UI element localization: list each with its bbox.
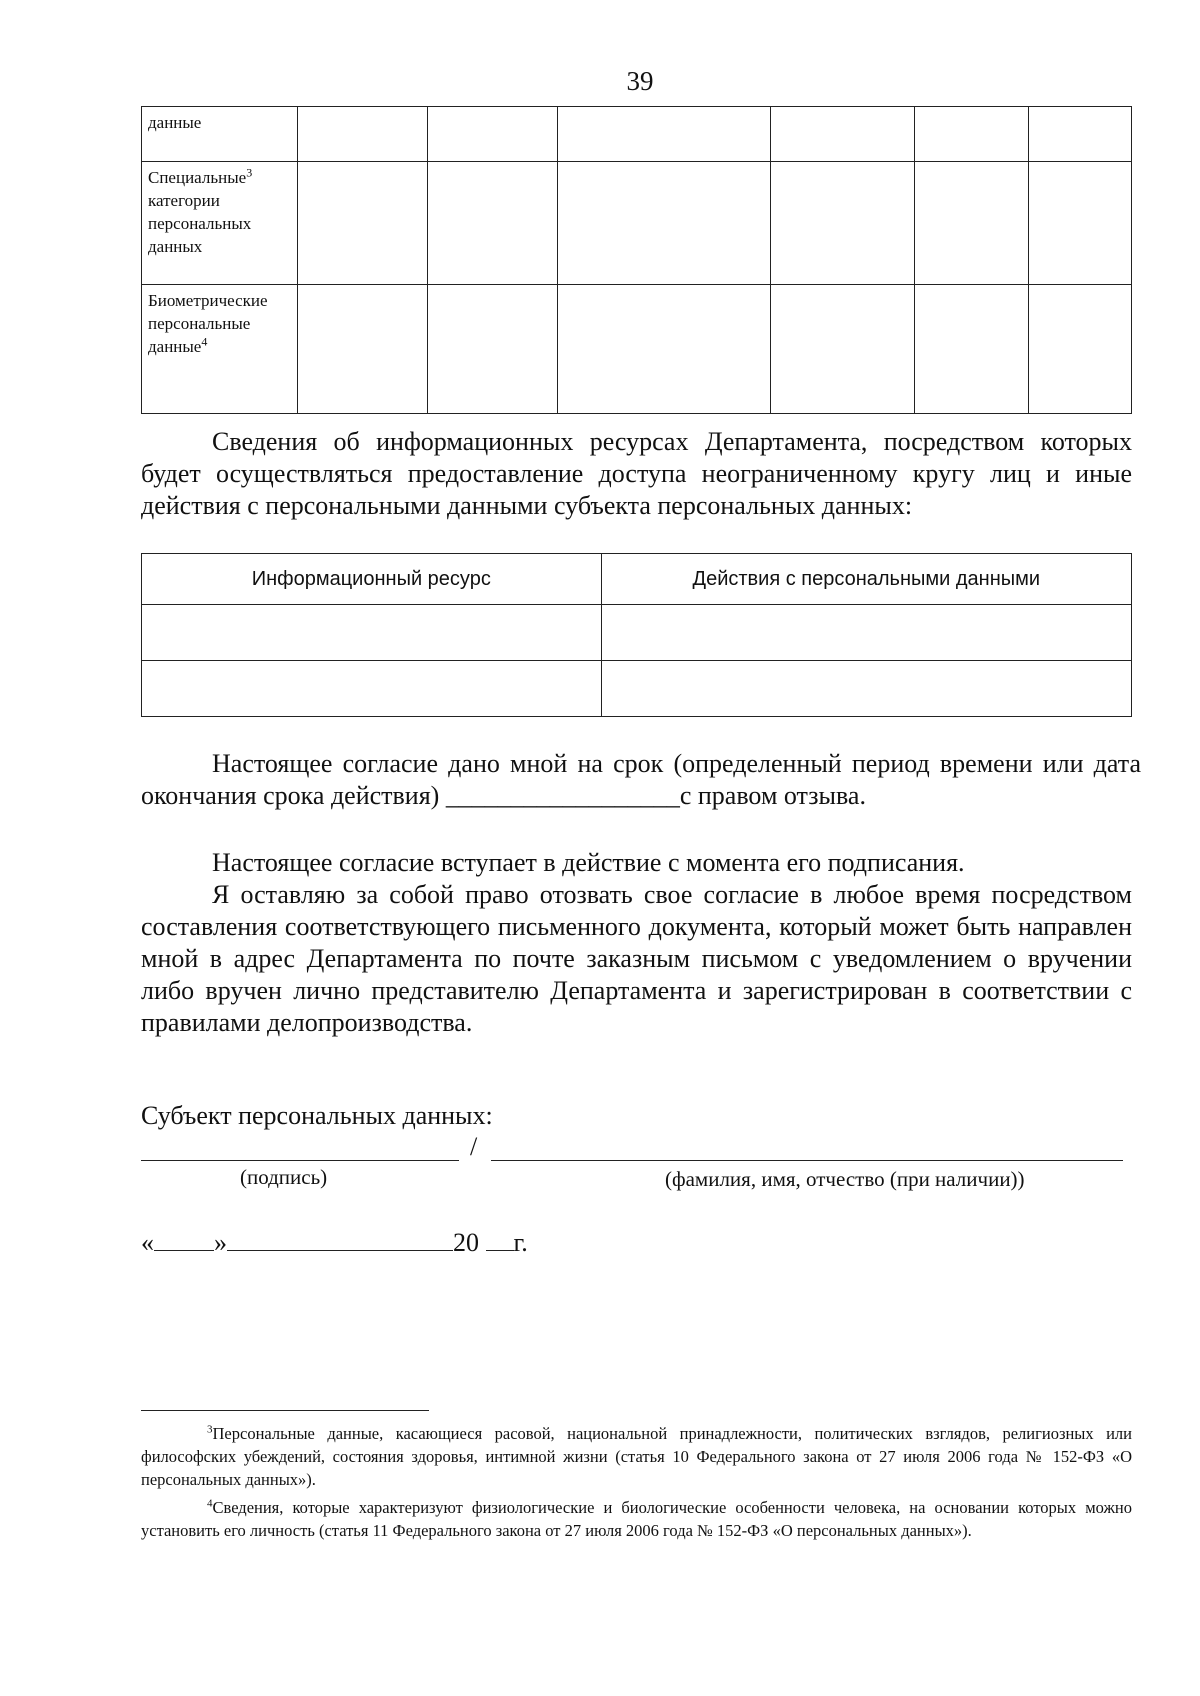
personal-data-categories-table — [141, 106, 1132, 414]
table-cell[interactable] — [601, 605, 1131, 661]
signature-line[interactable] — [141, 1160, 459, 1161]
table-row — [142, 285, 1132, 414]
table-cell[interactable] — [771, 285, 915, 414]
table-cell[interactable] — [427, 285, 557, 414]
signature-caption: (подпись) — [240, 1165, 328, 1189]
separator-slash: / — [470, 1132, 478, 1161]
consent-effective-paragraph: Настоящее согласие вступает в действие с момента его подписания. Я оставляю за собой право отозвать свое согласие в любое время посредством составления соответствующего письменного документа, который может быть направлен мной в адрес Департамента по почте заказным письмом с уведомлением о вручении либо вручен лично представителю Департамента и зарегистрирован в соответствии с правилами делопроизводства. — [141, 848, 1132, 1037]
table-cell[interactable] — [557, 162, 771, 285]
table-cell[interactable] — [557, 107, 771, 162]
table-header-row — [142, 554, 1132, 605]
table-row — [142, 162, 1132, 285]
table-cell[interactable] — [427, 107, 557, 162]
column-header-actions: Действия с персональными данными — [601, 554, 1131, 605]
month-blank[interactable] — [227, 1228, 453, 1251]
table-cell[interactable] — [142, 661, 602, 717]
table-cell[interactable] — [297, 107, 427, 162]
table-cell[interactable] — [1029, 107, 1132, 162]
page-number: 39 — [626, 66, 654, 96]
category-label: Биометрические персональные данные$^4$ — [142, 285, 298, 414]
footnote-3: $^3$Персональные данные, касающиеся расовой, национальной принадлежности, политических взглядов, религиозных или философских убеждений, состояния здоровья, интимной жизни (статья 10 Федерального закона от 27 июля 2006 года № 152-ФЗ «О персональных данных»). — [141, 1423, 1132, 1489]
table-row — [142, 605, 1132, 661]
table-cell[interactable] — [297, 285, 427, 414]
table-cell[interactable] — [1029, 162, 1132, 285]
table-cell[interactable] — [771, 162, 915, 285]
table-row — [142, 661, 1132, 717]
table-cell[interactable] — [915, 162, 1029, 285]
table-cell[interactable] — [297, 162, 427, 285]
footnote-ref: 3 — [246, 165, 253, 180]
table-cell[interactable] — [427, 162, 557, 285]
category-label: данные — [142, 107, 298, 162]
full-name-caption: (фамилия, имя, отчество (при наличии)) — [665, 1167, 1025, 1191]
table-cell[interactable] — [142, 605, 602, 661]
day-blank[interactable] — [154, 1228, 214, 1251]
date-line: « » 20 г. — [141, 1228, 528, 1257]
table-row — [142, 107, 1132, 162]
info-resources-table — [141, 553, 1132, 717]
footnote-4: $^4$Сведения, которые характеризуют физиологические и биологические особенности человека, на основании которых можно установить его личность (статья 11 Федерального закона от 27 июля 2006 года № 152-ФЗ «О персональных данных»). — [141, 1497, 1132, 1540]
table-cell[interactable] — [915, 285, 1029, 414]
year-blank[interactable] — [486, 1228, 514, 1251]
category-label: Специальные$^3$ категории персональных данных — [142, 162, 298, 285]
term-blank[interactable]: __________________ — [445, 781, 680, 810]
table-cell[interactable] — [1029, 285, 1132, 414]
table-cell[interactable] — [557, 285, 771, 414]
footnote-separator — [141, 1410, 429, 1411]
footnote-ref: 4 — [201, 334, 208, 349]
consent-term-paragraph: Настоящее согласие дано мной на срок (определенный период времени или дата окончания срока действия) __________________с правом отзыва. — [141, 749, 1141, 810]
info-resources-intro: Сведения об информационных ресурсах Департамента, посредством которых будет осуществляться предоставление доступа неограниченному кругу лиц и иные действия с персональными данными субъекта персональных данных: — [141, 427, 1132, 520]
revoke-paragraph: Я оставляю за собой право отозвать свое согласие в любое время посредством составления соответствующего письменного документа, который может быть направлен мной в адрес Департамента по почте заказным письмом с уведомлением о вручении либо вручен лично представителю Департамента и зарегистрирован в соответствии с правилами делопроизводства. — [141, 880, 1132, 1037]
table-cell[interactable] — [601, 661, 1131, 717]
table-cell[interactable] — [915, 107, 1029, 162]
column-header-resource: Информационный ресурс — [142, 554, 602, 605]
subject-label: Субъект персональных данных: — [141, 1101, 493, 1130]
table-cell[interactable] — [771, 107, 915, 162]
full-name-line[interactable] — [491, 1160, 1123, 1161]
